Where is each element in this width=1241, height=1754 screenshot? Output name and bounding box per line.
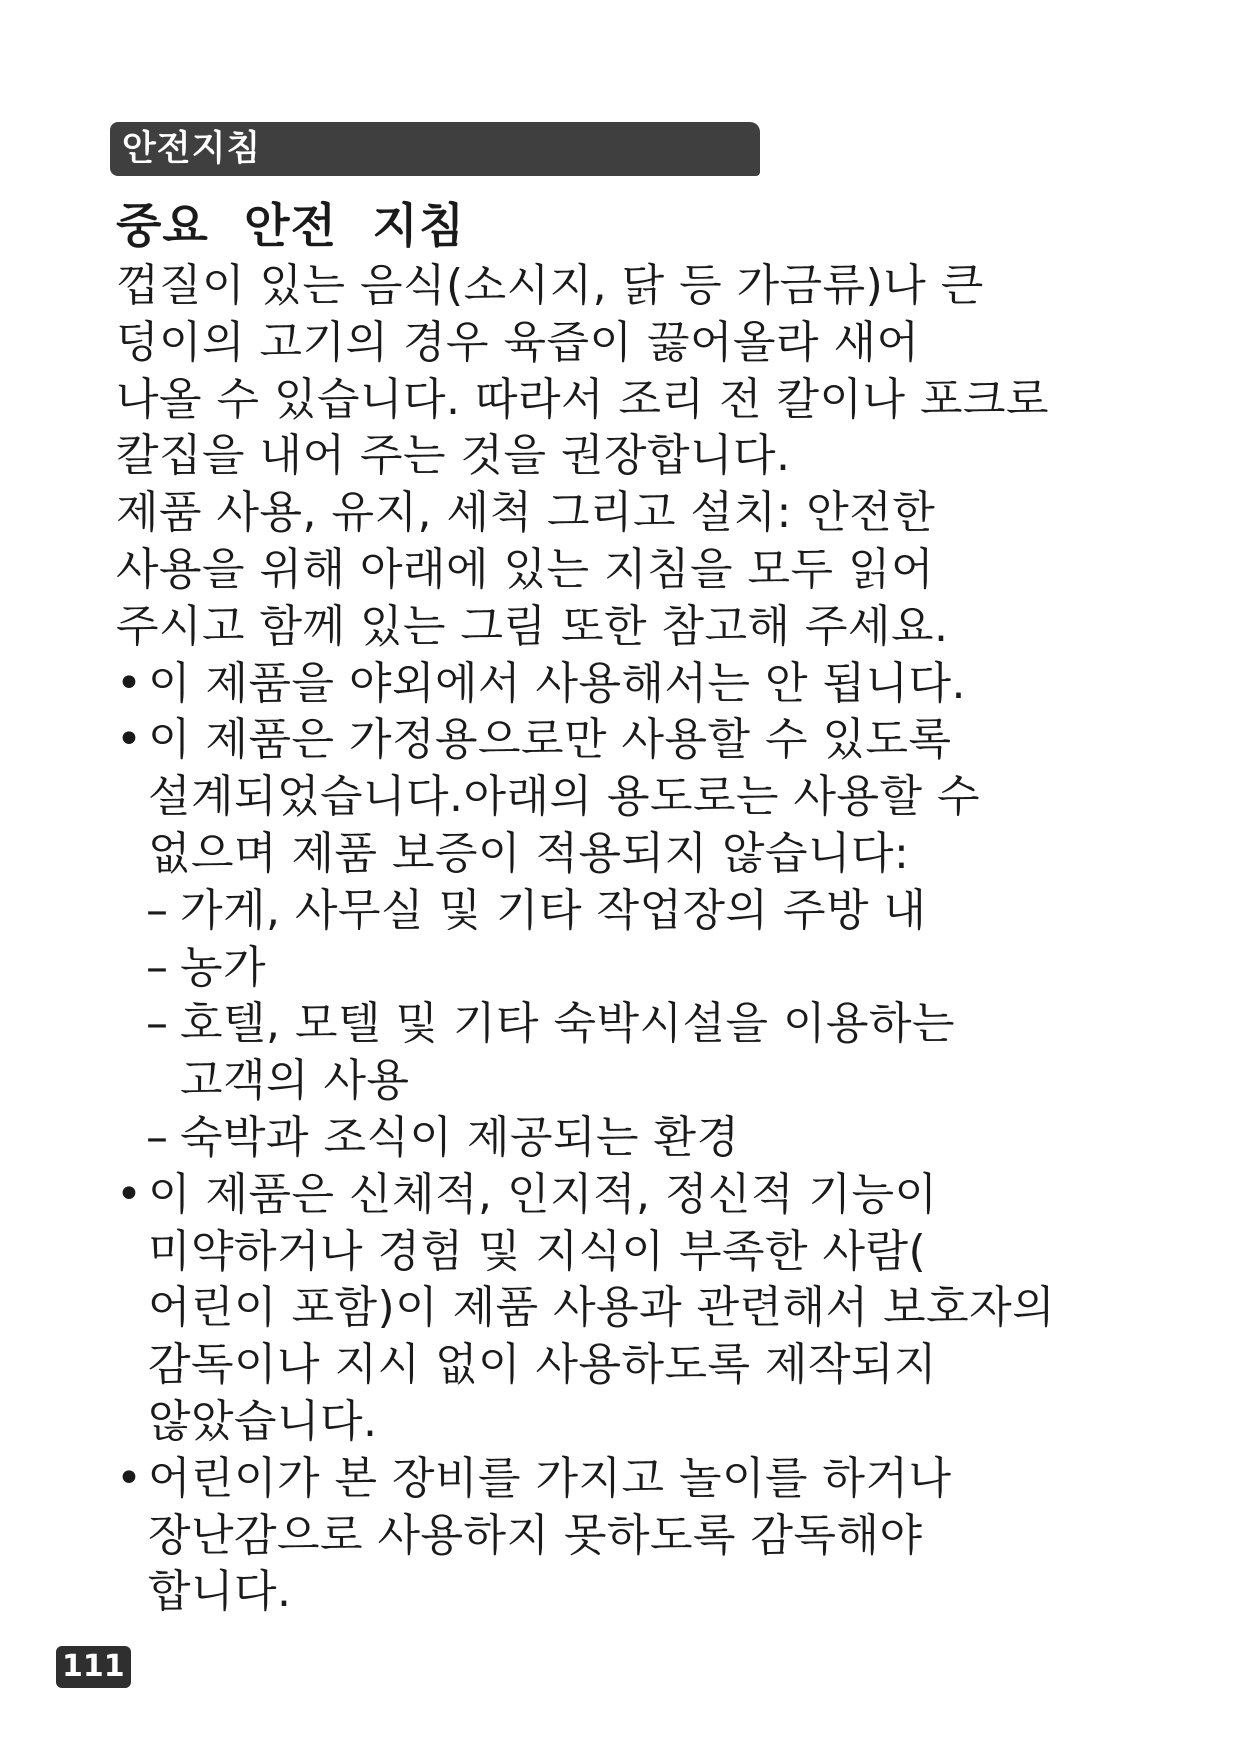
intro-line: 주시고 함께 있는 그림 또한 참고해 주세요. — [116, 600, 949, 652]
bullet-line: 감독이나 지시 없이 사용하도록 제작되지 — [148, 1339, 938, 1391]
dash-line: 고객의 사용 — [180, 1055, 410, 1107]
bullet-line: 장난감으로 사용하지 못하도록 감독해야 — [148, 1509, 923, 1561]
bullet-item-outdoor — [116, 656, 1196, 713]
dash-line: 호텔, 모텔 및 기타 숙박시설을 이용하는 — [180, 998, 955, 1050]
bullet-line: 어린이 포함)이 제품 사용과 관련해서 보호자의 — [148, 1282, 1056, 1334]
document-body — [116, 196, 1196, 1621]
dash-line: 가게, 사무실 및 기타 작업장의 주방 내 — [180, 884, 927, 936]
dash-item — [116, 996, 1196, 1110]
bullet-line: 없으며 제품 보증이 적용되지 않습니다: — [148, 827, 910, 879]
dash-list — [116, 883, 1196, 1167]
bullet-item-household-use — [116, 712, 1196, 882]
bullet-line: 이 제품은 신체적, 인지적, 정신적 기능이 — [148, 1168, 938, 1220]
section-header-label: 안전지침 — [122, 129, 262, 169]
bullet-item-children — [116, 1451, 1196, 1621]
intro-line: 사용을 위해 아래에 있는 지침을 모두 읽어 — [116, 543, 934, 595]
dash-item — [116, 1110, 1196, 1167]
bullet-line: 이 제품은 가정용으로만 사용할 수 있도록 — [148, 714, 952, 766]
page-number: 111 — [56, 1646, 131, 1688]
dash-icon: – — [146, 1111, 169, 1163]
dash-icon: – — [146, 941, 169, 993]
dash-line: 농가 — [180, 941, 267, 993]
bullet-icon: • — [116, 657, 143, 709]
page-title: 중요 안전 지침 — [116, 199, 466, 254]
bullet-icon: • — [116, 714, 143, 766]
intro-line: 덩이의 고기의 경우 육즙이 끓어올라 새어 — [116, 316, 920, 368]
dash-icon: – — [146, 884, 169, 936]
bullet-icon: • — [116, 1452, 143, 1504]
intro-line: 껍질이 있는 음식(소시지, 닭 등 가금류)나 큰 — [116, 260, 984, 311]
dash-item — [116, 883, 1196, 940]
bullet-line: 미약하거나 경험 및 지식이 부족한 사람( — [148, 1225, 927, 1277]
intro-line: 나올 수 있습니다. 따라서 조리 전 칼이나 포크로 — [116, 373, 1049, 425]
bullet-line: 않았습니다. — [148, 1395, 378, 1447]
dash-icon: – — [146, 998, 169, 1050]
bullet-item-supervision — [116, 1167, 1196, 1451]
bullet-line: 합니다. — [148, 1566, 292, 1618]
bullet-icon: • — [116, 1168, 143, 1220]
bullet-line: 설계되었습니다.아래의 용도로는 사용할 수 — [148, 771, 981, 823]
bullet-line: 어린이가 본 장비를 가지고 놀이를 하거나 — [148, 1452, 952, 1504]
dash-item — [116, 940, 1196, 997]
dash-line: 숙박과 조식이 제공되는 환경 — [180, 1111, 740, 1163]
intro-paragraph — [116, 258, 1196, 656]
bullet-line: 이 제품을 야외에서 사용해서는 안 됩니다. — [148, 657, 966, 709]
intro-line: 칼집을 내어 주는 것을 권장합니다. — [116, 430, 791, 482]
section-header — [110, 122, 760, 176]
intro-line: 제품 사용, 유지, 세척 그리고 설치: 안전한 — [116, 487, 936, 539]
